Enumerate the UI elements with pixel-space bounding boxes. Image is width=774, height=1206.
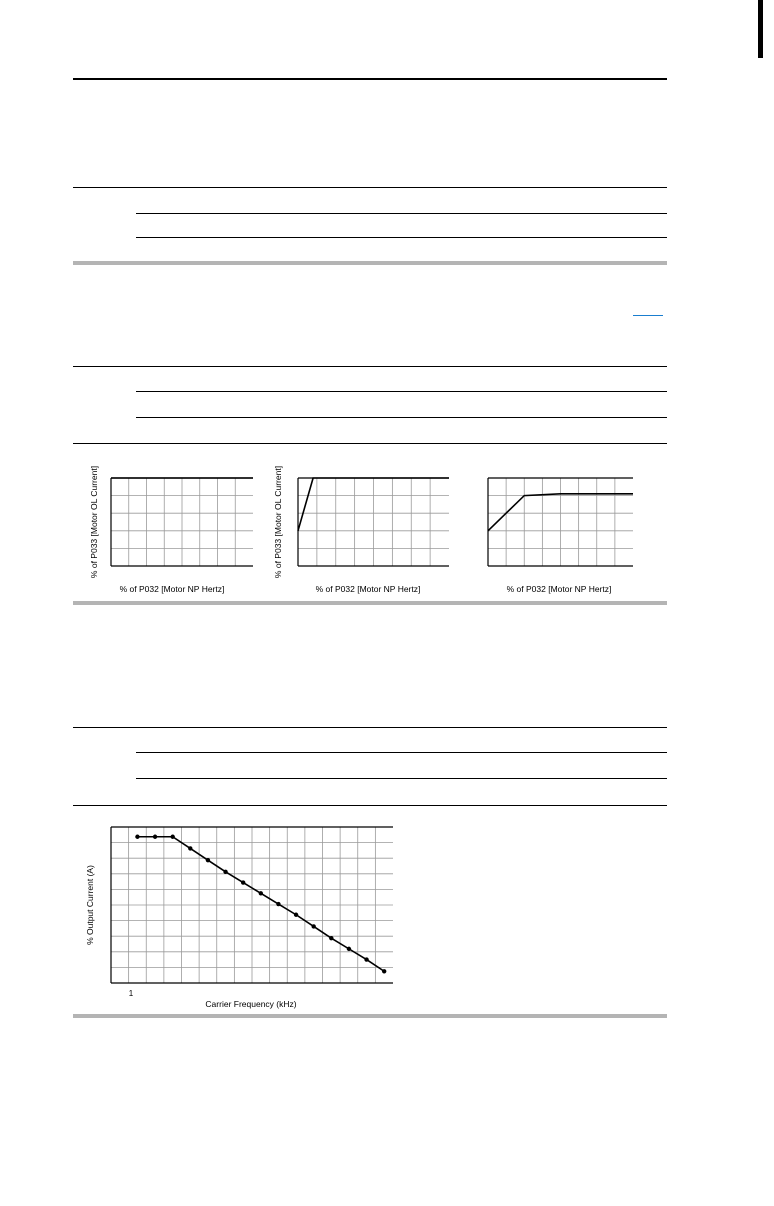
data-point [170, 835, 174, 839]
table-bottom-rule [73, 805, 667, 806]
chart-ylabel: % of P033 [Motor OL Current] [89, 465, 99, 579]
data-point [311, 924, 315, 928]
overload-chart-2 [264, 460, 464, 600]
table-row-rule [136, 417, 667, 418]
table-bottom-rule [73, 443, 667, 444]
section-top-rule [73, 78, 667, 80]
table-header-rule [73, 187, 667, 188]
data-point [276, 902, 280, 906]
page-edge-tab [758, 0, 763, 58]
chart-grid [298, 478, 449, 566]
table-row-rule [136, 237, 667, 238]
data-point [241, 880, 245, 884]
data-point [259, 891, 263, 895]
chart-ylabel: % Output Current (A) [85, 865, 95, 945]
data-point [294, 913, 298, 917]
overload-chart-3 [470, 460, 660, 600]
section-separator [73, 1014, 667, 1018]
data-point [382, 969, 386, 973]
table-row-rule [136, 778, 667, 779]
chart-ylabel: % of P033 [Motor OL Current] [273, 465, 283, 579]
table-header-rule [73, 366, 667, 367]
table-row-rule [136, 752, 667, 753]
data-point [347, 947, 351, 951]
data-point [329, 936, 333, 940]
table-header-rule [73, 727, 667, 728]
chart-grid [488, 478, 633, 566]
data-point [223, 870, 227, 874]
data-point [153, 835, 157, 839]
table-row-rule [136, 213, 667, 214]
chart-grid [111, 827, 393, 983]
page-reference-link[interactable] [633, 315, 663, 316]
chart-grid [111, 478, 253, 566]
derating-chart [74, 815, 404, 1013]
chart-xlabel: Carrier Frequency (kHz) [205, 999, 297, 1009]
table-row-rule [136, 391, 667, 392]
x-tick-label: 1 [128, 989, 134, 998]
overload-chart-1 [74, 460, 274, 600]
chart-xlabel: % of P032 [Motor NP Hertz] [315, 584, 421, 594]
section-separator [73, 261, 667, 265]
chart-xlabel: % of P032 [Motor NP Hertz] [506, 584, 612, 594]
chart-series [135, 835, 386, 974]
data-point [135, 835, 139, 839]
data-point [364, 957, 368, 961]
data-point [188, 846, 192, 850]
data-point [206, 858, 210, 862]
chart-xlabel: % of P032 [Motor NP Hertz] [119, 584, 225, 594]
section-separator [73, 601, 667, 605]
series-line [137, 837, 384, 972]
